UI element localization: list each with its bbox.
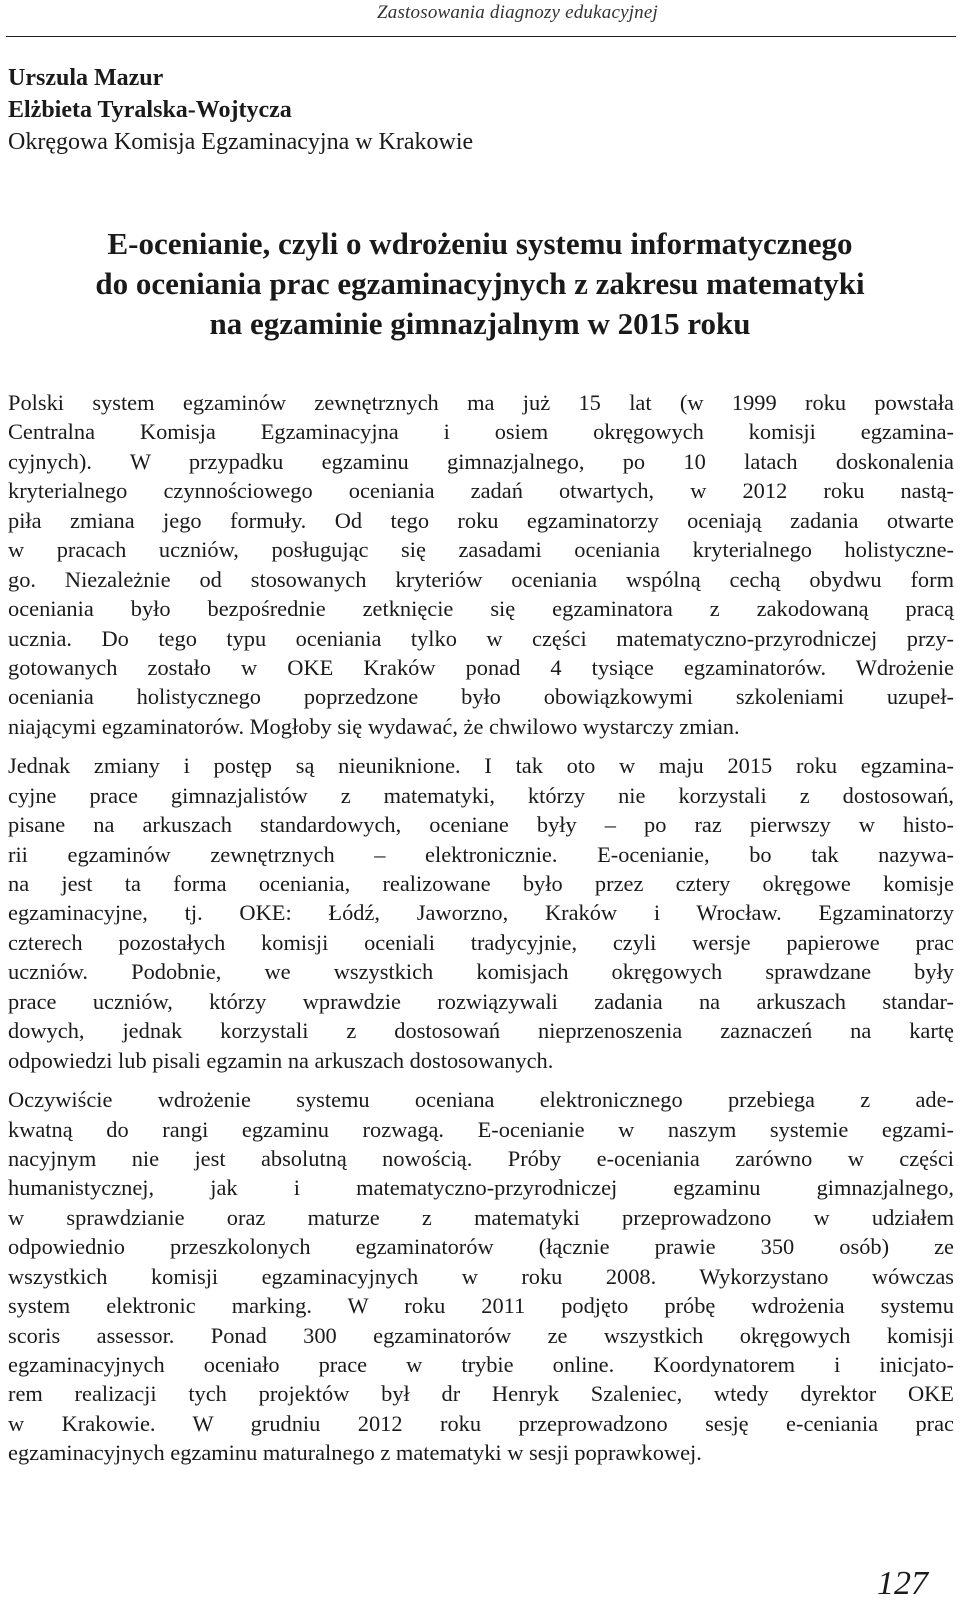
text-line: cyjne prace gimnazjalistów z matematyki, którzy nie korzystali z dostosowań,: [8, 782, 954, 808]
header-rule: [6, 36, 956, 37]
text-line: w Krakowie. W grudniu 2012 roku przeprowadzono sesję e-ceniania prac: [8, 1410, 954, 1436]
text-line: pisane na arkuszach standardowych, oceniane były – po raz pierwszy w histo-: [8, 812, 954, 838]
author-name: Urszula Mazur: [8, 65, 164, 91]
text-line: egzaminacyjnych oceniało prace w trybie online. Koordynatorem i inicjato-: [8, 1352, 954, 1377]
text-line: go. Niezależnie od stosowanych kryteriów oceniania wspólną cechą obydwu form: [8, 566, 954, 592]
text-line: Polski system egzaminów zewnętrznych ma już 15 lat (w 1999 roku powstała: [8, 390, 954, 415]
text-line: oceniania było bezpośrednie zetknięcie się egzaminatora z zakodowaną pracą: [8, 596, 954, 622]
text-line: system elektronic marking. W roku 2011 podjęto próbę wdrożenia systemu: [8, 1293, 954, 1319]
paragraph: [8, 751, 954, 1075]
text-line: rem realizacji tych projektów był dr Henryk Szaleniec, wtedy dyrektor OKE: [8, 1381, 954, 1407]
text-line: odpowiednio przeszkolonych egzaminatorów (łącznie prawie 350 osób) ze: [8, 1234, 954, 1260]
author-affiliation: Okręgowa Komisja Egzaminacyjna w Krakowie: [8, 129, 474, 155]
text-line: kryterialnego czynnościowego oceniania zadań otwartych, w 2012 roku nastą-: [8, 478, 954, 504]
title-line: E-ocenianie, czyli o wdrożeniu systemu informatycznego: [107, 226, 853, 261]
running-head: Zastosowania diagnozy edukacyjnej: [376, 2, 658, 23]
text-line: cyjnych). W przypadku egzaminu gimnazjalnego, po 10 latach doskonalenia: [8, 448, 954, 474]
text-line: kwatną do rangi egzaminu rozwagą. E-ocenianie w naszym systemie egzami-: [8, 1116, 954, 1142]
paragraph: [8, 1085, 954, 1468]
text-line: piła zmiana jego formuły. Od tego roku egzaminatorzy oceniają zadania otwarte: [8, 507, 954, 533]
article-body: [8, 388, 954, 1468]
text-line: oceniania holistycznego poprzedzone było obowiązkowymi szkoleniami uzupeł-: [8, 684, 954, 710]
paragraph-gap: [8, 741, 954, 751]
text-line: w sprawdzianie oraz maturze z matematyki przeprowadzono w udziałem: [8, 1204, 954, 1230]
author-name: Elżbieta Tyralska-Wojtycza: [8, 97, 292, 123]
title-line: na egzaminie gimnazjalnym w 2015 roku: [209, 306, 751, 341]
text-line: rii egzaminów zewnętrznych – elektronicznie. E-ocenianie, bo tak nazywa-: [8, 841, 954, 867]
text-line: nacyjnym nie jest absolutną nowością. Próby e-oceniania zarówno w części: [8, 1145, 954, 1171]
page-number: 127: [877, 1565, 928, 1602]
text-line: ucznia. Do tego typu oceniania tylko w części matematyczno-przyrodniczej przy-: [8, 625, 954, 651]
title-line: do oceniania prac egzaminacyjnych z zakresu matematyki: [95, 266, 865, 301]
text-line: Oczywiście wdrożenie systemu oceniana elektronicznego przebiega z ade-: [8, 1087, 954, 1113]
text-line: niającymi egzaminatorów. Mogłoby się wydawać, że chwilowo wystarczy zmian.: [8, 713, 740, 739]
article-title: [0, 224, 960, 344]
text-line: na jest ta forma oceniania, realizowane było przez cztery okręgowe komisje: [8, 871, 954, 896]
text-line: gotowanych zostało w OKE Kraków ponad 4 tysiące egzaminatorów. Wdrożenie: [8, 654, 954, 680]
text-line: prace uczniów, którzy wprawdzie rozwiązywali zadania na arkuszach standar-: [8, 988, 954, 1014]
paragraph: [8, 388, 954, 741]
paragraph-gap: [8, 1075, 954, 1085]
text-line: humanistycznej, jak i matematyczno-przyrodniczej egzaminu gimnazjalnego,: [8, 1175, 954, 1201]
text-line: Centralna Komisja Egzaminacyjna i osiem okręgowych komisji egzamina-: [8, 419, 954, 445]
text-line: dowych, jednak korzystali z dostosowań nieprzenoszenia zaznaczeń na kartę: [8, 1018, 954, 1044]
text-line: odpowiedzi lub pisali egzamin na arkuszach dostosowanych.: [8, 1047, 554, 1073]
text-line: w pracach uczniów, posługując się zasadami oceniania kryterialnego holistyczne-: [8, 537, 954, 563]
text-line: uczniów. Podobnie, we wszystkich komisjach okręgowych sprawdzane były: [8, 959, 954, 985]
text-line: egzaminacyjnych egzaminu maturalnego z matematyki w sesji poprawkowej.: [8, 1440, 702, 1466]
text-line: wszystkich komisji egzaminacyjnych w roku 2008. Wykorzystano wówczas: [8, 1263, 954, 1289]
author-block: [8, 62, 948, 158]
text-line: czterech pozostałych komisji oceniali tradycyjnie, czyli wersje papierowe prac: [8, 929, 954, 955]
text-line: Jednak zmiany i postęp są nieuniknione. I tak oto w maju 2015 roku egzamina-: [8, 753, 954, 779]
text-line: egzaminacyjne, tj. OKE: Łódź, Jaworzno, Kraków i Wrocław. Egzaminatorzy: [8, 900, 954, 926]
text-line: scoris assessor. Ponad 300 egzaminatorów ze wszystkich okręgowych komisji: [8, 1322, 954, 1348]
